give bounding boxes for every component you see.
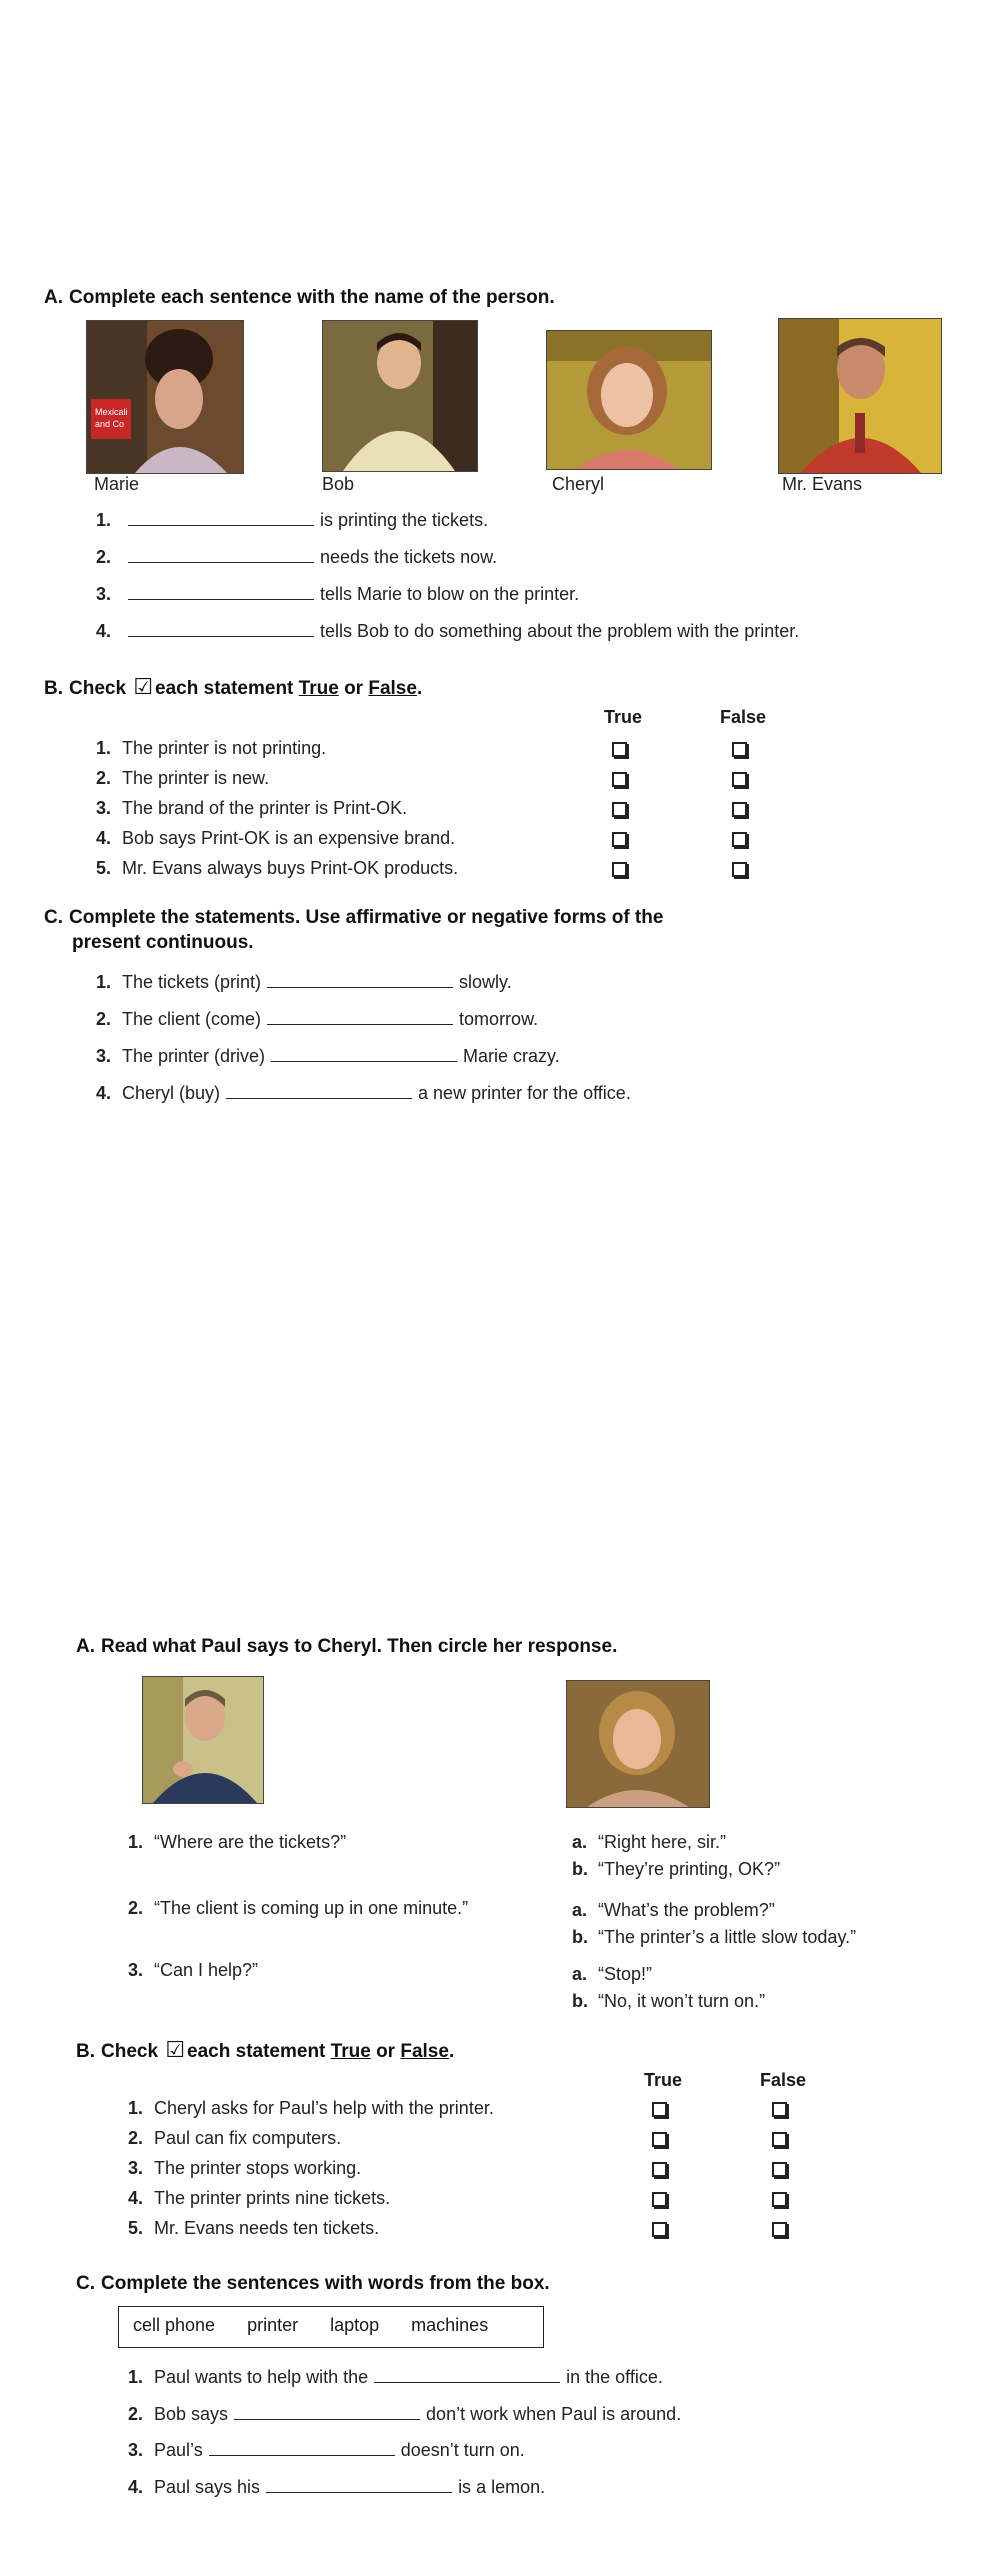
list-item: 2. The printer is new.	[96, 768, 270, 788]
response-option[interactable]: b. “The printer’s a little slow today.”	[572, 1927, 857, 1947]
list-item: 2. The client (come) tomorrow.	[96, 1009, 539, 1029]
checkmark-icon: ☑	[165, 2037, 186, 2062]
response-option[interactable]: a. “Right here, sir.”	[572, 1832, 727, 1852]
photo-bob	[322, 320, 478, 472]
word-box-item: printer	[247, 2315, 299, 2335]
list-item: 1. Paul wants to help with the in the office.	[128, 2367, 663, 2387]
list-item: 5. Mr. Evans needs ten tickets.	[128, 2218, 380, 2238]
photo-cheryl-2	[566, 1680, 710, 1808]
column-false: False	[720, 707, 767, 727]
answer-blank[interactable]	[267, 972, 453, 988]
section-a-heading: A. Complete each sentence with the name of the person.	[44, 287, 555, 308]
list-item: 4. Paul says his is a lemon.	[128, 2477, 546, 2497]
word-box-item: machines	[411, 2315, 489, 2335]
list-item: 4. The printer prints nine tickets.	[128, 2188, 391, 2208]
answer-blank[interactable]	[128, 584, 314, 600]
column-true: True	[604, 707, 643, 727]
false-checkbox[interactable]	[732, 832, 747, 847]
true-checkbox[interactable]	[612, 802, 627, 817]
list-item: 3. Paul’s doesn’t turn on.	[128, 2440, 525, 2460]
name-label-cheryl: Cheryl	[552, 474, 605, 494]
list-item: 4. Cheryl (buy) a new printer for the office.	[96, 1083, 631, 1103]
response-option[interactable]: a. “Stop!”	[572, 1964, 653, 1984]
list-item: 3. tells Marie to blow on the printer.	[96, 584, 580, 604]
name-label-bob: Bob	[322, 474, 355, 494]
false-checkbox[interactable]	[772, 2102, 787, 2117]
checkmark-icon: ☑	[133, 674, 154, 699]
answer-blank[interactable]	[374, 2367, 560, 2383]
true-checkbox[interactable]	[652, 2192, 667, 2207]
answer-blank[interactable]	[209, 2440, 395, 2456]
photo-cheryl	[546, 330, 712, 470]
list-item: 2. Paul can fix computers.	[128, 2128, 342, 2148]
list-item: 1. “Where are the tickets?”	[128, 1832, 347, 1852]
section-a-heading-2: A. Read what Paul says to Cheryl. Then circle her response.	[76, 1636, 618, 1657]
true-checkbox[interactable]	[652, 2132, 667, 2147]
paul-photo-svg	[143, 1677, 263, 1803]
list-item: 3. The brand of the printer is Print-OK.	[96, 798, 408, 818]
answer-blank[interactable]	[128, 547, 314, 563]
list-item: 3. The printer stops working.	[128, 2158, 362, 2178]
response-option[interactable]: b. “No, it won’t turn on.”	[572, 1991, 766, 2011]
answer-blank[interactable]	[128, 510, 314, 526]
true-checkbox[interactable]	[652, 2222, 667, 2237]
list-item: 5. Mr. Evans always buys Print-OK products.	[96, 858, 459, 878]
false-checkbox[interactable]	[732, 772, 747, 787]
false-checkbox[interactable]	[732, 862, 747, 877]
name-label-marie: Marie	[94, 474, 140, 494]
answer-blank[interactable]	[266, 2477, 452, 2493]
list-item: 4. Bob says Print-OK is an expensive brand.	[96, 828, 456, 848]
svg-text:and Co: and Co	[95, 419, 125, 429]
true-checkbox[interactable]	[612, 742, 627, 757]
list-item: 3. “Can I help?”	[128, 1960, 259, 1980]
list-item: 1. The tickets (print) slowly.	[96, 972, 512, 992]
true-checkbox[interactable]	[652, 2162, 667, 2177]
word-box	[118, 2306, 544, 2348]
list-item: 2. “The client is coming up in one minute.”	[128, 1898, 469, 1918]
list-item: 2. Bob says don’t work when Paul is around.	[128, 2404, 682, 2424]
cheryl-photo-2-svg	[567, 1681, 709, 1807]
answer-blank[interactable]	[226, 1083, 412, 1099]
answer-blank[interactable]	[128, 621, 314, 637]
list-item: 1. is printing the tickets.	[96, 510, 489, 530]
svg-text:Mexicali: Mexicali	[95, 407, 128, 417]
false-checkbox[interactable]	[772, 2162, 787, 2177]
word-box-item: laptop	[330, 2315, 380, 2335]
photo-mr-evans	[778, 318, 942, 474]
bob-photo-svg	[323, 321, 477, 471]
photo-paul	[142, 1676, 264, 1804]
list-item: 4. tells Bob to do something about the problem with the printer.	[96, 621, 800, 641]
answer-blank[interactable]	[234, 2404, 420, 2420]
true-checkbox[interactable]	[612, 832, 627, 847]
marie-photo-svg	[87, 321, 243, 473]
name-label-mr-evans: Mr. Evans	[782, 474, 863, 494]
section-b-heading-2: B. Check ☑ each statement True or False.	[76, 2037, 455, 2062]
list-item: 3. The printer (drive) Marie crazy.	[96, 1046, 560, 1066]
false-checkbox[interactable]	[772, 2222, 787, 2237]
photo-marie	[86, 320, 244, 474]
response-option[interactable]: b. “They’re printing, OK?”	[572, 1859, 781, 1879]
answer-blank[interactable]	[267, 1009, 453, 1025]
section-b-heading: B. Check ☑ each statement True or False.	[44, 674, 423, 699]
column-false-2: False	[760, 2070, 807, 2090]
true-checkbox[interactable]	[652, 2102, 667, 2117]
list-item: 1. The printer is not printing.	[96, 738, 327, 758]
answer-blank[interactable]	[271, 1046, 457, 1062]
list-item: 2. needs the tickets now.	[96, 547, 498, 567]
mr-evans-photo-svg	[779, 319, 941, 473]
false-checkbox[interactable]	[772, 2132, 787, 2147]
false-checkbox[interactable]	[732, 742, 747, 757]
false-checkbox[interactable]	[732, 802, 747, 817]
section-c-heading-2: C. Complete the sentences with words from the box.	[76, 2273, 550, 2294]
response-option[interactable]: a. “What’s the problem?”	[572, 1900, 775, 1920]
true-checkbox[interactable]	[612, 862, 627, 877]
true-checkbox[interactable]	[612, 772, 627, 787]
column-true-2: True	[644, 2070, 683, 2090]
cheryl-photo-svg	[547, 331, 711, 469]
false-checkbox[interactable]	[772, 2192, 787, 2207]
list-item: 1. Cheryl asks for Paul’s help with the printer.	[128, 2098, 494, 2118]
word-box-item: cell phone	[133, 2315, 216, 2335]
section-c-heading: C. Complete the statements. Use affirmative or negative forms of the present continuous.	[44, 907, 664, 953]
